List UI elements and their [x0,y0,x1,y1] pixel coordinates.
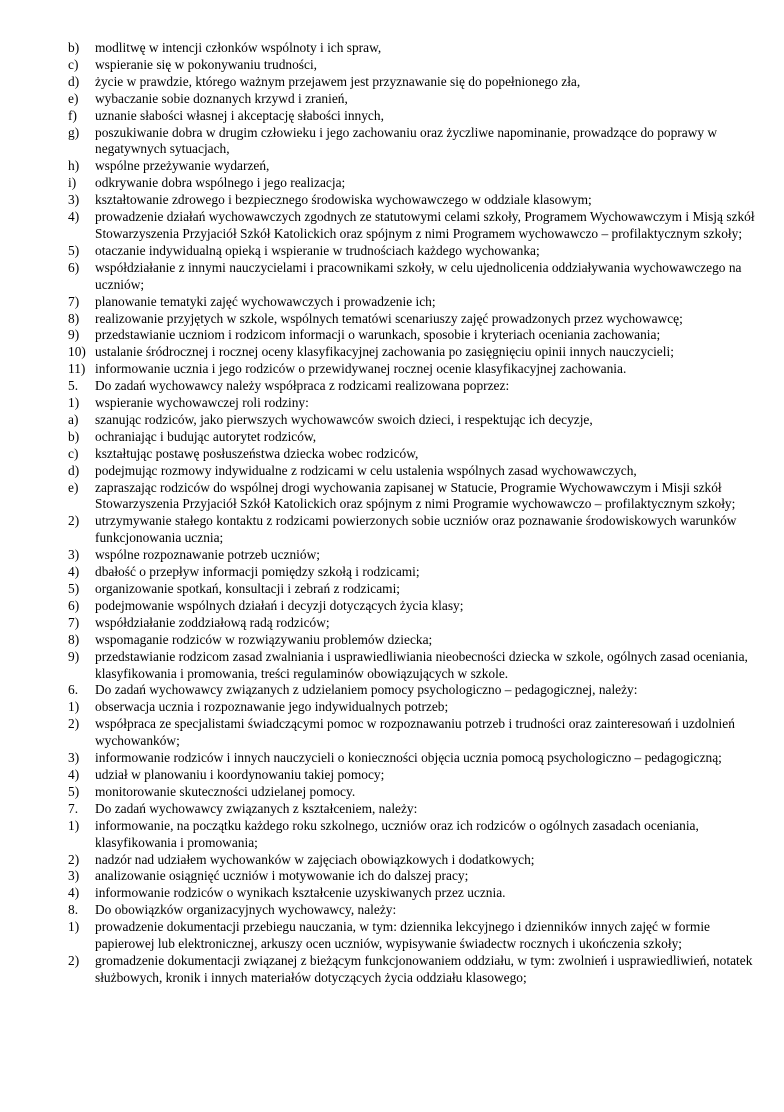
list-item [68,649,758,683]
list-item [68,429,758,446]
item-label: 7. [68,800,79,816]
list-item [68,868,758,885]
item-label: c) [68,56,79,72]
item-text: Do zadań wychowawcy związanych z udzielaniem pomocy psychologiczno – pedagogicznej, należy: [95,682,638,698]
list-item [68,784,758,801]
item-label: 3) [68,547,80,563]
item-label: b) [68,428,80,444]
item-text: realizowanie przyjętych w szkole, wspólnych tematówi scenariuszy zajęć prowadzonych przez wychowawcę; [95,310,683,326]
item-text: kształtując postawę posłuszeństwa dziecka wobec rodziców, [95,445,419,461]
item-label: a) [68,411,79,427]
item-text: szanując rodziców, jako pierwszych wychowawców swoich dzieci, i respektując ich decyzje, [95,411,593,427]
list-item [68,564,758,581]
list-item [68,395,758,412]
item-label: 3) [68,750,80,766]
item-label: e) [68,479,79,495]
item-text: Do zadań wychowawcy należy współpraca z rodzicami realizowana poprzez: [95,378,510,394]
item-label: 7) [68,614,80,630]
list-item [68,378,758,395]
item-text: ustalanie śródrocznej i rocznej oceny klasyfikacyjnej zachowania po zasięgnięciu opinii innych nauczycieli; [95,344,674,360]
list-item [68,40,758,57]
item-label: c) [68,445,79,461]
list-item [68,767,758,784]
list-item [68,209,758,243]
item-label: 5) [68,783,80,799]
item-label: 3) [68,868,80,884]
list-item [68,953,758,987]
list-item [68,294,758,311]
list-item [68,243,758,260]
item-label: 4) [68,209,80,225]
item-text: wybaczanie sobie doznanych krzywd i zranień, [95,90,348,106]
item-label: 5) [68,581,80,596]
item-text: otaczanie indywidualną opieką i wspieranie w trudnościach każdego wychowanka; [95,242,540,258]
item-label: 4) [68,766,80,782]
list-item [68,632,758,649]
item-text: gromadzenie dokumentacji związanej z bieżącym funkcjonowaniem oddziału, w tym: zwolnień i usprawiedliwień, notatek służbowych, kronik i innych materiałów dotyczących życia oddziału klasowego; [95,952,753,985]
item-text: zapraszając rodziców do wspólnej drogi wychowania zapisanej w Statucie, Programie Wychowawczym i Misji szkół Stowarzyszenia Przyjaciół Szkół Katolickich oraz spójnym z nimi Programie wychowawczo – profilaktycznym szkoły; [95,479,736,512]
item-label: f) [68,107,77,123]
list-item [68,615,758,632]
list-item [68,513,758,547]
item-label: 1) [68,699,80,715]
list-item [68,446,758,463]
item-label: d) [68,73,80,89]
list-item [68,175,758,192]
item-text: informowanie, na początku każdego roku szkolnego, uczniów oraz ich rodziców o ogólnych zasadach oceniania, klasyfikowania i promowania; [95,817,699,850]
item-label: i) [68,175,77,191]
list-item [68,108,758,125]
item-text: nadzór nad udziałem wychowanków w zajęciach obowiązkowych i dodatkowych; [95,851,535,867]
item-text: wspomaganie rodziców w rozwiązywaniu problemów dziecka; [95,631,433,647]
list-item [68,852,758,869]
item-text: wspieranie się w pokonywaniu trudności, [95,56,318,72]
list-item [68,801,758,818]
item-text: Do obowiązków organizacyjnych wychowawcy, należy: [95,902,397,918]
item-text: ochraniając i budując autorytet rodziców, [95,428,317,444]
item-label: 6. [68,682,79,698]
list-item [68,260,758,294]
item-text: życie w prawdzie, którego ważnym przejawem jest przyznawanie się do popełnionego zła, [95,73,581,89]
item-text: informowanie rodziców i innych nauczycieli o konieczności objęcia ucznia pomocą psychologiczno – pedagogiczną; [95,750,722,766]
list-item [68,902,758,919]
item-label: 11) [68,361,86,377]
item-label: 8. [68,902,79,918]
item-label: 1) [68,919,80,935]
item-text: dbałość o przepływ informacji pomiędzy szkołą i rodzicami; [95,564,420,580]
item-text: organizowanie spotkań, konsultacji i zebrań z rodzicami; [95,581,401,596]
list-item [68,547,758,564]
item-text: obserwacja ucznia i rozpoznawanie jego indywidualnych potrzeb; [95,699,449,715]
item-label: 10) [68,344,86,360]
item-text: prowadzenie dokumentacji przebiegu nauczania, w tym: dziennika lekcyjnego i dzienników innych zajęć w formie papierowej lub elektronicznej, arkuszy ocen uczniów, wypisywanie świadectw rocznych i ukończenia szkoły; [95,919,710,952]
item-label: b) [68,40,80,55]
list-item [68,581,758,598]
item-label: 7) [68,293,80,309]
item-label: 3) [68,192,80,208]
item-label: 2) [68,952,80,968]
item-label: 4) [68,564,80,580]
list-item [68,74,758,91]
list-item [68,91,758,108]
list-item [68,361,758,378]
item-label: 9) [68,648,80,664]
item-text: uznanie słabości własnej i akceptację słabości innych, [95,107,384,123]
list-item [68,412,758,429]
item-label: 8) [68,310,80,326]
item-text: utrzymywanie stałego kontaktu z rodzicami powierzonych sobie uczniów oraz poznawanie środowiskowych warunków funkcjonowania ucznia; [95,513,737,546]
list-item [68,480,758,514]
item-text: współdziałanie zoddziałową radą rodziców; [95,614,330,630]
item-text: wspólne przeżywanie wydarzeń, [95,158,270,174]
item-label: e) [68,90,79,106]
list-item [68,344,758,361]
item-text: kształtowanie zdrowego i bezpiecznego środowiska wychowawczego w oddziale klasowym; [95,192,592,208]
item-label: 8) [68,631,80,647]
list-item [68,192,758,209]
list-item [68,919,758,953]
list-item [68,311,758,328]
list-item [68,327,758,344]
item-text: planowanie tematyki zajęć wychowawczych i prowadzenie ich; [95,293,436,309]
item-label: 4) [68,885,80,901]
item-text: podejmując rozmowy indywidualne z rodzicami w celu ustalenia wspólnych zasad wychowawczych, [95,462,637,478]
item-text: informowanie ucznia i jego rodziców o przewidywanej rocznej ocenie klasyfikacyjnej zachowania. [95,361,627,377]
item-text: wspólne rozpoznawanie potrzeb uczniów; [95,547,320,563]
item-label: 6) [68,259,80,275]
item-label: 2) [68,513,80,529]
item-text: analizowanie osiągnięć uczniów i motywowanie ich do dalszej pracy; [95,868,469,884]
item-text: udział w planowaniu i koordynowaniu takiej pomocy; [95,766,385,782]
list-item [68,158,758,175]
item-text: poszukiwanie dobra w drugim człowieku i jego zachowaniu oraz życzliwe napominanie, prowadzące do poprawy w negatywnych sytuacjach, [95,124,718,157]
item-text: wspieranie wychowawczej roli rodziny: [95,395,309,411]
item-text: podejmowanie wspólnych działań i decyzji dotyczących życia klasy; [95,597,464,613]
list-item [68,885,758,902]
list-item [68,125,758,159]
item-label: 5. [68,378,79,394]
item-label: 1) [68,395,80,411]
item-text: przedstawianie uczniom i rodzicom informacji o warunkach, sposobie i kryteriach oceniania zachowania; [95,327,661,343]
list-item [68,682,758,699]
item-text: prowadzenie działań wychowawczych zgodnych ze statutowymi celami szkoły, Programem Wychowawczym i Misją szkół Stowarzyszenia Przyjaciół Szkół Katolickich oraz spójnym z nimi Programem wychowawczo – profilaktycznym szkoły; [95,209,755,241]
list-item [68,598,758,615]
item-text: monitorowanie skuteczności udzielanej pomocy. [95,783,356,799]
item-label: 1) [68,817,80,833]
item-label: d) [68,462,80,478]
item-label: 2) [68,851,80,867]
item-label: h) [68,158,80,174]
item-text: modlitwę w intencji członków wspólnoty i ich spraw, [95,40,382,55]
item-label: 5) [68,242,80,258]
item-text: informowanie rodziców o wynikach kształcenie uzyskiwanych przez ucznia. [95,885,506,901]
item-label: g) [68,124,80,140]
list-item [68,716,758,750]
item-label: 2) [68,716,80,732]
list-item [68,699,758,716]
item-text: współpraca ze specjalistami świadczącymi pomoc w rozpoznawaniu potrzeb i trudności oraz zainteresowań i uzdolnień wychowanków; [95,716,735,749]
list-item [68,57,758,74]
list-item [68,463,758,480]
list-item [68,818,758,852]
item-text: współdziałanie z innymi nauczycielami i pracownikami szkoły, w celu ujednolicenia oddziaływania wychowawczego na uczniów; [95,259,742,292]
item-label: 6) [68,597,80,613]
item-text: Do zadań wychowawcy związanych z kształceniem, należy: [95,800,418,816]
item-text: przedstawianie rodzicom zasad zwalniania i usprawiedliwiania nieobecności dziecka w szkole, ogólnych zasad oceniania, klasyfikowania i promowania, treści regulaminów obowiązujących w szkole. [95,648,748,681]
item-text: odkrywanie dobra wspólnego i jego realizacja; [95,175,346,191]
list-item [68,750,758,767]
document-content [68,40,758,987]
item-label: 9) [68,327,80,343]
